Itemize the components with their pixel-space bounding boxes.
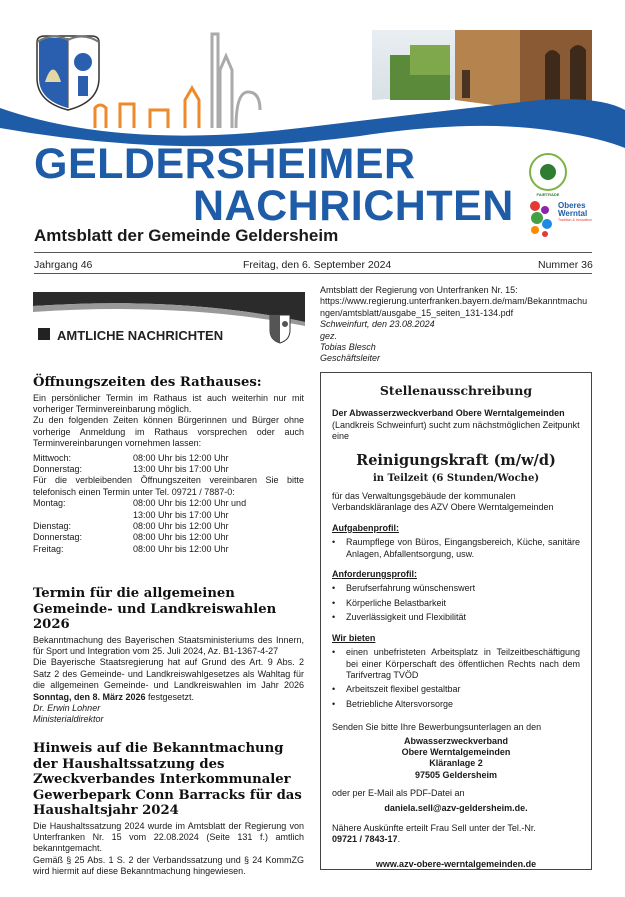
oberes-werntal-logo bbox=[527, 198, 597, 240]
fairtrade-badge-text: FAIRTRADE bbox=[536, 192, 560, 197]
elections-p2: Die Bayerische Staatsregierung hat auf Grund des Art. 9 Abs. 2 Satz 2 des Gemeinde- und Landkreiswahlgesetzes als Wahltag für die allgemeinen Gemeinde- und Landkreiswahlen im Jahr 2026 Sonntag, den 8. März 2026 festgesetzt. bbox=[33, 657, 304, 702]
appointment-row: Dienstag: 08:00 Uhr bis 12:00 Uhr bbox=[33, 520, 229, 531]
apply-intro: Senden Sie bitte Ihre Bewerbungsunterlagen an den bbox=[332, 722, 542, 733]
task-item: • Raumpflege von Büros, Eingangsbereich, Küche, sanitäre Anlagen, Abfallentsorgung, usw. bbox=[332, 537, 580, 559]
offer-item: • Betriebliche Altersvorsorge bbox=[332, 698, 454, 709]
elections-p1: Bekanntmachung des Bayerischen Staatsministeriums des Innern, für Sport und Integration vom 25. Juli 2024, Az. B1-1367-4-27 bbox=[33, 634, 304, 656]
contact-info: Nähere Auskünfte erteilt Frau Sell unter der Tel.-Nr. 09721 / 7843-17. bbox=[332, 822, 536, 845]
appointment-row: Montag: 08:00 Uhr bis 12:00 Uhr und bbox=[33, 498, 247, 509]
logo-line1: Oberes bbox=[558, 201, 586, 210]
opening-hours-intro2: Zu den folgenden Zeiten können Bürgerinnen und Bürger ohne vorherige Anmeldung im Rathaus vorsprechen oder auch Terminvereinbarungen vornehmen lassen: bbox=[33, 415, 304, 449]
job-employer: Der Abwasserzweckverband Obere Werntalgemeinden (Landkreis Schweinfurt) sucht zum nächstmöglichen Zeitpunkt eine bbox=[332, 408, 580, 442]
issue-rule-top bbox=[34, 252, 592, 253]
issue-volume: Jahrgang 46 bbox=[34, 259, 93, 271]
section-banner bbox=[33, 292, 305, 350]
issue-date: Freitag, den 6. September 2024 bbox=[243, 259, 392, 271]
job-purpose: für das Verwaltungsgebäude der kommunalen Verbandskläranlage des AZV Obere Werntalgemeinden bbox=[332, 491, 554, 513]
budget-section bbox=[33, 741, 304, 878]
appointment-row: Donnerstag: 08:00 Uhr bis 12:00 Uhr bbox=[33, 532, 229, 543]
job-heading: Stellenausschreibung bbox=[379, 383, 533, 398]
regierung-notice bbox=[320, 285, 592, 365]
banner-label: AMTLICHE NACHRICHTEN bbox=[57, 328, 224, 343]
elections-heading: Termin für die allgemeinen Gemeinde- und Landkreiswahlen 2026 bbox=[33, 586, 277, 632]
opening-hours-section bbox=[33, 375, 304, 555]
coat-of-arms-icon bbox=[33, 32, 103, 112]
requirements-heading: Anforderungsprofil: bbox=[332, 569, 417, 580]
tasks-heading: Aufgabenprofil: bbox=[332, 522, 399, 533]
banner-coat-of-arms-icon bbox=[268, 312, 292, 344]
masthead-title-line1: GELDERSHEIMER bbox=[34, 140, 416, 188]
job-advert-box bbox=[320, 372, 592, 870]
requirement-item: • Körperliche Belastbarkeit bbox=[332, 597, 447, 608]
elections-signer: Dr. Erwin Lohner bbox=[33, 702, 101, 713]
fairtrade-leaf-icon bbox=[540, 164, 556, 180]
email-intro: oder per E-Mail als PDF-Datei an bbox=[332, 788, 465, 799]
notice-place-date: Schweinfurt, den 23.08.2024 bbox=[320, 319, 435, 330]
masthead-subtitle: Amtsblatt der Gemeinde Geldersheim bbox=[34, 226, 339, 245]
issue-number: Nummer 36 bbox=[538, 259, 593, 271]
offers-heading: Wir bieten bbox=[332, 632, 376, 643]
opening-hours-intro1: Ein persönlicher Termin im Rathaus ist auch weiterhin nur mit vorheriger Terminvereinbarung möglich. bbox=[33, 392, 304, 414]
opening-hours-heading: Öffnungszeiten des Rathauses: bbox=[33, 375, 262, 390]
offer-item: • einen unbefristeten Arbeitsplatz in Teilzeitbeschäftigung bei einer Körperschaft des öffentlichen Rechts nach dem Tarifvertrag TVÖD bbox=[332, 647, 580, 680]
issue-rule-bottom bbox=[34, 273, 592, 274]
opening-hours-middle: Für die verbleibenden Öffnungszeiten vereinbaren Sie bitte telefonisch einen Termin unter Tel. 09721 / 7887-0: bbox=[33, 475, 304, 497]
elections-section bbox=[33, 586, 304, 726]
walkin-row: Mittwoch: 08:00 Uhr bis 12:00 Uhr bbox=[33, 452, 229, 463]
appointment-row: 13:00 Uhr bis 17:00 Uhr bbox=[133, 509, 229, 520]
email-link[interactable]: daniela.sell@azv-geldersheim.de. bbox=[384, 802, 528, 813]
werntal-dots-icon bbox=[527, 198, 555, 240]
job-hours: in Teilzeit (6 Stunden/Woche) bbox=[372, 472, 540, 484]
fairtrade-badge bbox=[529, 153, 567, 197]
banner-square-icon bbox=[38, 328, 50, 340]
elections-signer-title: Ministerialdirektor bbox=[33, 714, 104, 725]
budget-heading: Hinweis auf die Bekanntmachung der Haushaltssatzung des Zweckverbandes Interkommunaler Gewerbepark Conn Barracks für das Haushaltsjahr 2024 bbox=[33, 741, 302, 818]
logo-line2: Werntal bbox=[558, 209, 588, 218]
budget-p1: Die Haushaltssatzung 2024 wurde im Amtsblatt der Regierung von Unterfranken Nr. 15 vom 22.08.2024 (Seite 131 f.) amtlich bekanntgemacht. bbox=[33, 820, 304, 854]
notice-role: Geschäftsleiter bbox=[320, 353, 381, 364]
offer-item: • Arbeitszeit flexibel gestaltbar bbox=[332, 684, 461, 695]
logo-line3: Tradition & Innovation bbox=[558, 218, 592, 222]
website-link[interactable]: www.azv-obere-werntalgemeinden.de bbox=[375, 858, 537, 869]
requirement-item: • Berufserfahrung wünschenswert bbox=[332, 583, 476, 594]
notice-name: Tobias Blesch bbox=[320, 342, 376, 353]
skyline-outline bbox=[95, 34, 260, 128]
requirement-item: • Zuverlässigkeit und Flexibilität bbox=[332, 612, 467, 623]
notice-url[interactable]: https://www.regierung.unterfranken.bayern.de/mam/Bekanntmachungen/amtsblatt/ausgabe_15_seiten_131-134.pdf bbox=[320, 296, 588, 318]
budget-p2: Gemäß § 25 Abs. 1 S. 2 der Verbandssatzung und § 24 KommZG wird hiermit auf diese Bekanntmachung hingewiesen. bbox=[33, 854, 304, 877]
apply-address: Abwasserzweckverband Obere Werntalgemeinden Kläranlage 2 97505 Geldersheim bbox=[401, 735, 511, 780]
appointment-row: Freitag: 08:00 Uhr bis 12:00 Uhr bbox=[33, 543, 229, 554]
notice-signed: gez. bbox=[320, 330, 338, 341]
notice-line1: Amtsblatt der Regierung von Unterfranken Nr. 15: bbox=[320, 285, 518, 295]
masthead-title-line2: NACHRICHTEN bbox=[193, 182, 514, 230]
job-position: Reinigungskraft (m/w/d) bbox=[356, 451, 556, 469]
walkin-row: Donnerstag: 13:00 Uhr bis 17:00 Uhr bbox=[33, 463, 229, 474]
